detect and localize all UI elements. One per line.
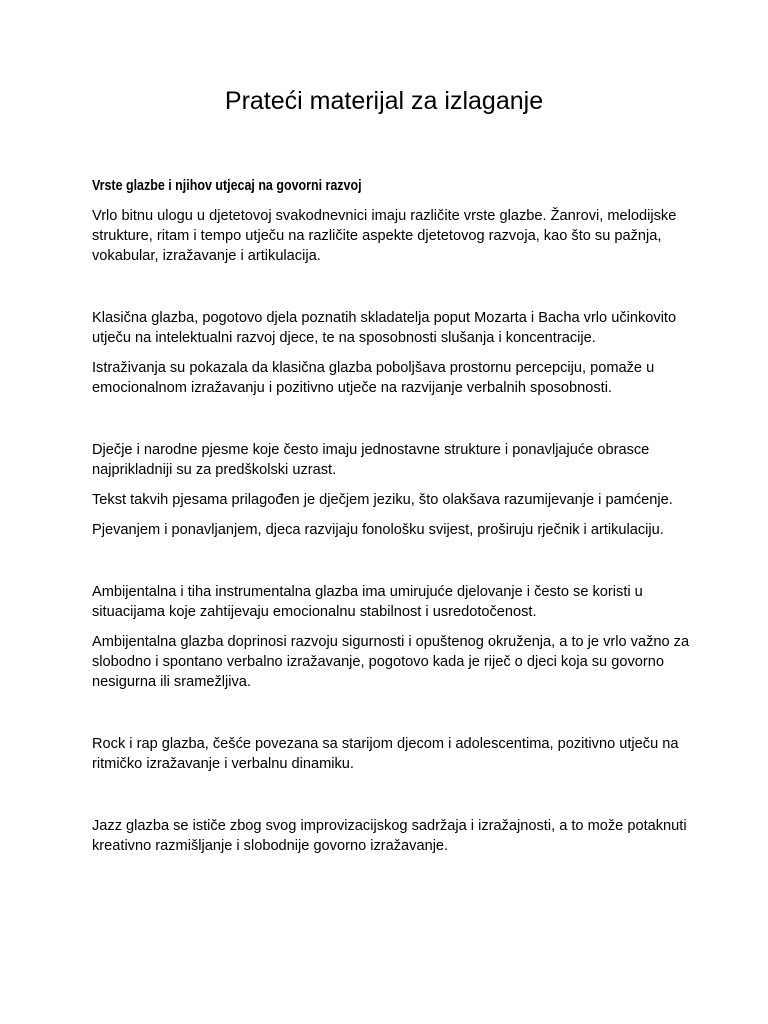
paragraph-childrens-3: Pjevanjem i ponavljanjem, djeca razvijaju fonološku svijest, proširuju rječnik i artikulaciju.: [92, 522, 664, 538]
paragraph-childrens-2: Tekst takvih pjesama prilagođen je dječjem jeziku, što olakšava razumijevanje i pamćenje.: [92, 492, 673, 508]
paragraph-jazz: Jazz glazba se ističe zbog svog improvizacijskog sadržaja i izražajnosti, a to može potaknuti kreativno razmišljanje i slobodnije govorno izražavanje.: [92, 818, 687, 854]
paragraph-intro: Vrlo bitnu ulogu u djetetovoj svakodnevnici imaju različite vrste glazbe. Žanrovi, melodijske strukture, ritam i tempo utječu na različite aspekte djetetovog razvoja, kao što su pažnja, vokabular, izražavanje i artikulacija.: [92, 208, 677, 264]
paragraph-ambient-2: Ambijentalna glazba doprinosi razvoju sigurnosti i opuštenog okruženja, a to je vrlo važno za slobodno i spontano verbalno izražavanje, pogotovo kada je riječ o djeci koja su govorno nesigurna ili sramežljiva.: [92, 634, 690, 690]
paragraph-classical-1: Klasična glazba, pogotovo djela poznatih skladatelja poput Mozarta i Bacha vrlo učinkovito utječu na intelektualni razvoj djece, te na sposobnosti slušanja i koncentracije.: [92, 310, 677, 346]
document-body: [92, 176, 692, 866]
paragraph-classical-2: Istraživanja su pokazala da klasična glazba poboljšava prostornu percepciju, pomaže u emocionalnom izražavanju i pozitivno utječe na razvijanje verbalnih sposobnosti.: [92, 360, 655, 396]
paragraph-childrens-1: Dječje i narodne pjesme koje često imaju jednostavne strukture i ponavljajuće obrasce najprikladniji su za predškolski uzrast.: [92, 442, 650, 478]
paragraph-rock-rap: Rock i rap glazba, češće povezana sa starijom djecom i adolescentima, pozitivno utječu na ritmičko izražavanje i verbalnu dinamiku.: [92, 736, 679, 772]
paragraph-ambient-1: Ambijentalna i tiha instrumentalna glazba ima umirujuće djelovanje i često se koristi u situacijama koje zahtijevaju emocionalnu stabilnost i usredotočenost.: [92, 584, 643, 620]
document-title: Prateći materijal za izlaganje: [224, 87, 544, 115]
section-heading: Vrste glazbe i njihov utjecaj na govorni razvoj: [92, 178, 362, 194]
